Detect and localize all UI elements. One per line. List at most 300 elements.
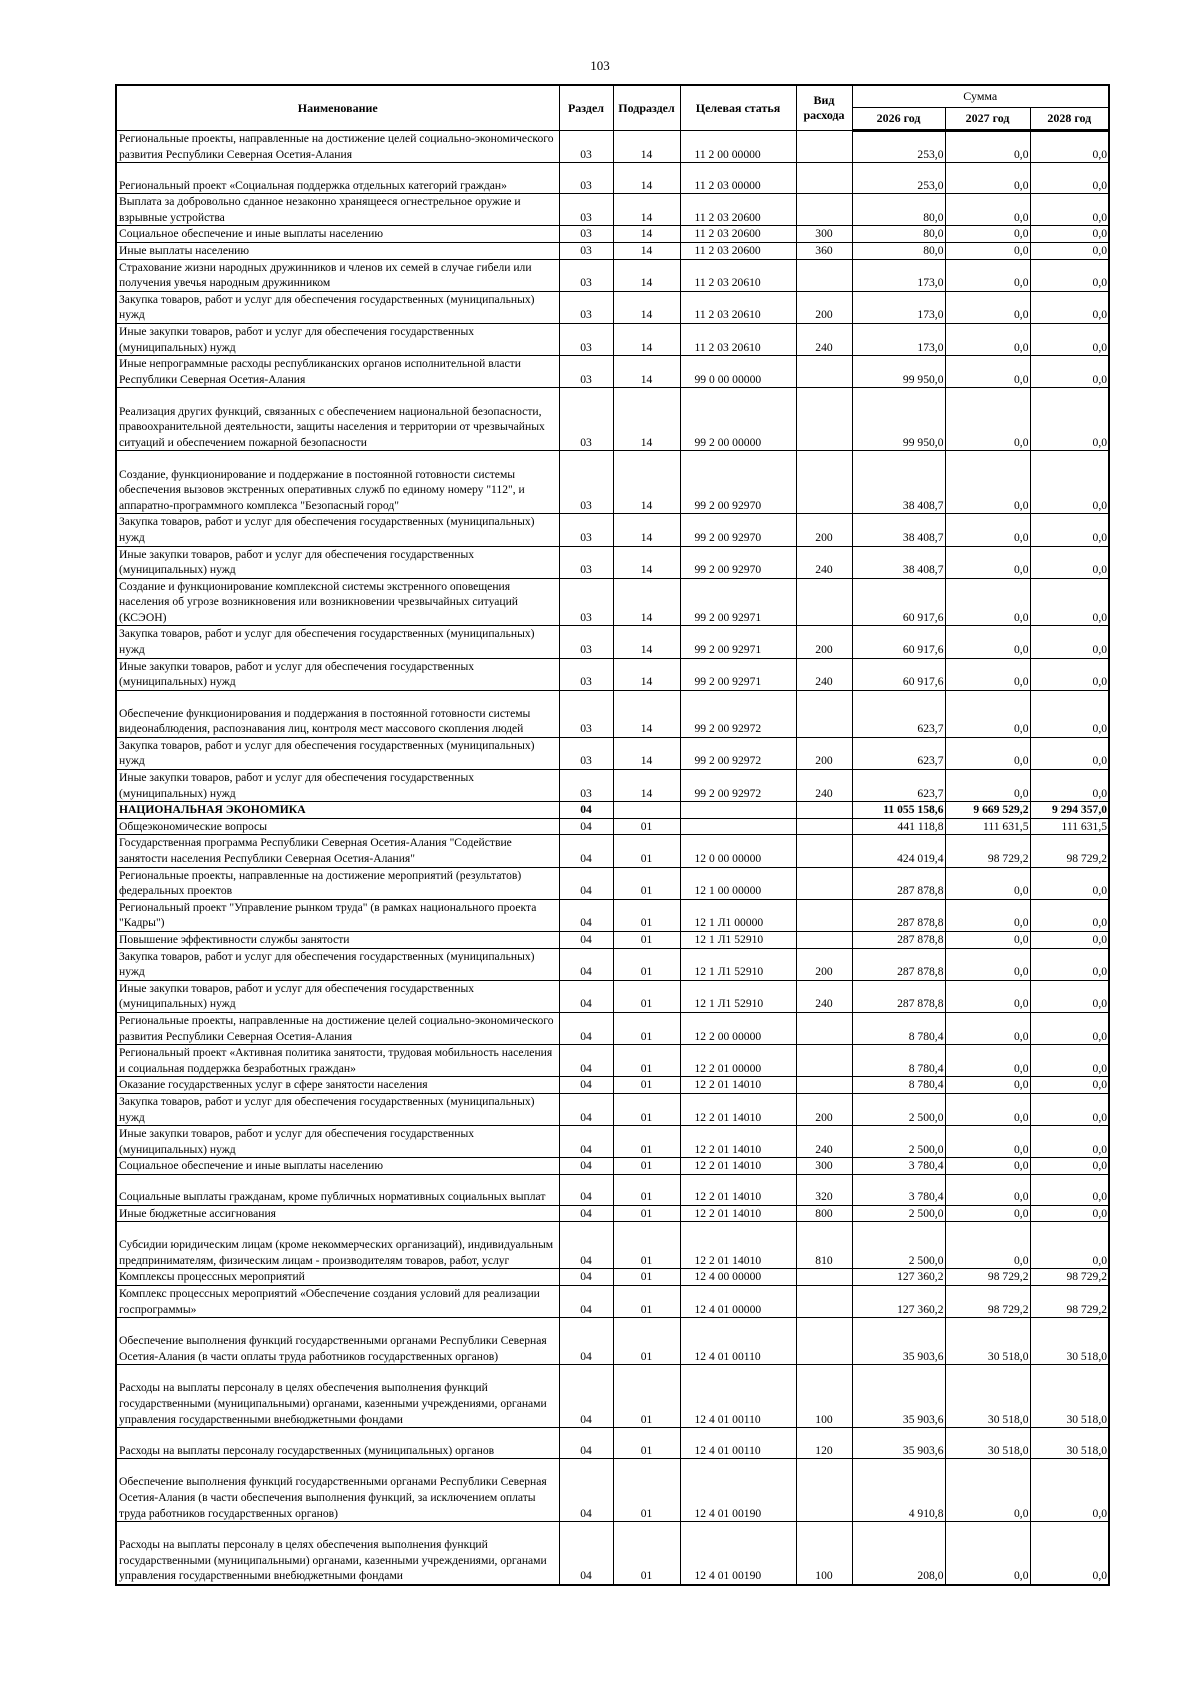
row-sum-2028: 0,0 xyxy=(1030,578,1109,626)
table-row xyxy=(116,388,1109,451)
row-sum-2027: 0,0 xyxy=(945,1093,1030,1125)
row-expense-type xyxy=(796,356,852,388)
row-name: Социальные выплаты гражданам, кроме публичных нормативных социальных выплат xyxy=(116,1174,559,1205)
row-name: Региональный проект «Социальная поддержка отдельных категорий граждан» xyxy=(116,163,559,194)
row-name: Расходы на выплаты персоналу в целях обеспечения выполнения функций государственными (муниципальными) органами, казенными учреждениями, органами управления государственными внебюджетными фондами xyxy=(116,1365,559,1428)
row-podrazdel: 01 xyxy=(613,899,680,931)
row-sum-2027: 0,0 xyxy=(945,1222,1030,1269)
row-sum-2026: 3 780,4 xyxy=(852,1174,945,1205)
row-podrazdel: 01 xyxy=(613,1222,680,1269)
table-row xyxy=(116,1318,1109,1365)
row-sum-2026: 38 408,7 xyxy=(852,546,945,578)
row-name: Иные выплаты населению xyxy=(116,242,559,259)
row-name: Выплата за добровольно сданное незаконно хранящееся огнестрельное оружие и взрывные устройства xyxy=(116,194,559,226)
row-expense-type xyxy=(796,1459,852,1522)
header-year-2026: 2026 год xyxy=(852,108,945,131)
row-podrazdel: 14 xyxy=(613,259,680,291)
row-target-article: 12 4 01 00110 xyxy=(680,1318,796,1365)
row-razdel: 03 xyxy=(559,226,613,243)
table-row xyxy=(116,259,1109,291)
table-row xyxy=(116,835,1109,867)
row-name: Иные непрограммные расходы республиканских органов исполнительной власти Республики Северная Осетия-Алания xyxy=(116,356,559,388)
row-sum-2028: 98 729,2 xyxy=(1030,1269,1109,1286)
row-sum-2028: 0,0 xyxy=(1030,1093,1109,1125)
row-razdel: 03 xyxy=(559,291,613,323)
table-row xyxy=(116,802,1109,819)
row-target-article: 99 2 00 00000 xyxy=(680,388,796,451)
row-sum-2028: 0,0 xyxy=(1030,514,1109,546)
row-target-article: 11 2 03 20600 xyxy=(680,226,796,243)
row-razdel: 04 xyxy=(559,1365,613,1428)
row-target-article: 12 2 01 14010 xyxy=(680,1126,796,1158)
row-target-article: 99 2 00 92971 xyxy=(680,658,796,690)
row-name: Социальное обеспечение и иные выплаты населению xyxy=(116,1158,559,1175)
row-target-article: 11 2 03 00000 xyxy=(680,163,796,194)
row-sum-2028: 98 729,2 xyxy=(1030,835,1109,867)
row-expense-type: 200 xyxy=(796,1093,852,1125)
row-sum-2026: 3 780,4 xyxy=(852,1158,945,1175)
row-razdel: 04 xyxy=(559,1045,613,1077)
row-name: Региональный проект "Управление рынком труда" (в рамках национального проекта "Кадры") xyxy=(116,899,559,931)
row-name: Иные закупки товаров, работ и услуг для обеспечения государственных (муниципальных) нужд xyxy=(116,323,559,355)
row-sum-2026: 8 780,4 xyxy=(852,1045,945,1077)
row-razdel: 04 xyxy=(559,1522,613,1585)
row-sum-2026: 11 055 158,6 xyxy=(852,802,945,819)
table-row xyxy=(116,818,1109,835)
row-razdel: 04 xyxy=(559,1269,613,1286)
row-sum-2027: 0,0 xyxy=(945,1077,1030,1094)
row-razdel: 04 xyxy=(559,931,613,948)
row-sum-2028: 0,0 xyxy=(1030,626,1109,658)
row-razdel: 03 xyxy=(559,356,613,388)
row-expense-type xyxy=(796,1318,852,1365)
row-sum-2028: 0,0 xyxy=(1030,1205,1109,1222)
table-row xyxy=(116,1428,1109,1459)
table-row xyxy=(116,1205,1109,1222)
row-sum-2026: 253,0 xyxy=(852,131,945,163)
row-expense-type xyxy=(796,1045,852,1077)
row-podrazdel: 01 xyxy=(613,1174,680,1205)
row-razdel: 04 xyxy=(559,802,613,819)
row-expense-type: 300 xyxy=(796,226,852,243)
row-sum-2026: 173,0 xyxy=(852,291,945,323)
row-name: Иные закупки товаров, работ и услуг для обеспечения государственных (муниципальных) нужд xyxy=(116,658,559,690)
row-name: Иные закупки товаров, работ и услуг для обеспечения государственных (муниципальных) нужд xyxy=(116,546,559,578)
row-name: Закупка товаров, работ и услуг для обеспечения государственных (муниципальных) нужд xyxy=(116,948,559,980)
row-sum-2027: 0,0 xyxy=(945,1522,1030,1585)
row-razdel: 04 xyxy=(559,1126,613,1158)
row-sum-2026: 287 878,8 xyxy=(852,899,945,931)
row-expense-type: 240 xyxy=(796,658,852,690)
row-sum-2026: 2 500,0 xyxy=(852,1205,945,1222)
row-target-article: 12 2 01 14010 xyxy=(680,1077,796,1094)
row-expense-type: 120 xyxy=(796,1428,852,1459)
row-podrazdel: 14 xyxy=(613,451,680,514)
row-sum-2026: 127 360,2 xyxy=(852,1286,945,1318)
table-row xyxy=(116,626,1109,658)
row-target-article: 12 4 01 00110 xyxy=(680,1428,796,1459)
row-expense-type xyxy=(796,1269,852,1286)
row-sum-2027: 0,0 xyxy=(945,948,1030,980)
row-expense-type: 240 xyxy=(796,546,852,578)
row-sum-2027: 0,0 xyxy=(945,242,1030,259)
table-row xyxy=(116,514,1109,546)
row-podrazdel: 01 xyxy=(613,1093,680,1125)
row-sum-2028: 0,0 xyxy=(1030,1459,1109,1522)
row-sum-2027: 0,0 xyxy=(945,546,1030,578)
row-podrazdel: 01 xyxy=(613,980,680,1012)
row-name: Закупка товаров, работ и услуг для обеспечения государственных (муниципальных) нужд xyxy=(116,291,559,323)
row-sum-2027: 0,0 xyxy=(945,291,1030,323)
row-podrazdel: 14 xyxy=(613,323,680,355)
row-sum-2028: 0,0 xyxy=(1030,194,1109,226)
row-sum-2026: 253,0 xyxy=(852,163,945,194)
row-target-article: 99 2 00 92972 xyxy=(680,690,796,737)
row-razdel: 04 xyxy=(559,948,613,980)
row-podrazdel: 01 xyxy=(613,1077,680,1094)
row-expense-type xyxy=(796,802,852,819)
table-row xyxy=(116,1158,1109,1175)
row-target-article: 99 2 00 92972 xyxy=(680,770,796,802)
row-expense-type xyxy=(796,835,852,867)
row-sum-2027: 0,0 xyxy=(945,1174,1030,1205)
row-razdel: 04 xyxy=(559,1077,613,1094)
row-target-article: 12 2 01 14010 xyxy=(680,1222,796,1269)
row-sum-2027: 98 729,2 xyxy=(945,1269,1030,1286)
table-row xyxy=(116,242,1109,259)
row-name: Иные закупки товаров, работ и услуг для обеспечения государственных (муниципальных) нужд xyxy=(116,1126,559,1158)
row-name: Иные закупки товаров, работ и услуг для обеспечения государственных (муниципальных) нужд xyxy=(116,980,559,1012)
row-name: Иные закупки товаров, работ и услуг для обеспечения государственных (муниципальных) нужд xyxy=(116,770,559,802)
row-target-article: 12 4 01 00110 xyxy=(680,1365,796,1428)
row-podrazdel: 14 xyxy=(613,658,680,690)
row-target-article: 12 4 01 00190 xyxy=(680,1459,796,1522)
table-row xyxy=(116,291,1109,323)
row-sum-2028: 0,0 xyxy=(1030,980,1109,1012)
table-row xyxy=(116,948,1109,980)
table-row xyxy=(116,1174,1109,1205)
row-expense-type xyxy=(796,931,852,948)
row-target-article: 12 2 00 00000 xyxy=(680,1012,796,1044)
row-sum-2028: 0,0 xyxy=(1030,131,1109,163)
row-sum-2027: 0,0 xyxy=(945,514,1030,546)
table-row xyxy=(116,546,1109,578)
row-sum-2027: 0,0 xyxy=(945,194,1030,226)
row-razdel: 03 xyxy=(559,514,613,546)
row-podrazdel: 14 xyxy=(613,578,680,626)
table-row xyxy=(116,1286,1109,1318)
row-sum-2028: 9 294 357,0 xyxy=(1030,802,1109,819)
row-sum-2027: 0,0 xyxy=(945,770,1030,802)
row-razdel: 04 xyxy=(559,1012,613,1044)
row-sum-2026: 287 878,8 xyxy=(852,931,945,948)
row-sum-2026: 99 950,0 xyxy=(852,356,945,388)
row-expense-type: 100 xyxy=(796,1365,852,1428)
budget-table xyxy=(115,84,1110,1586)
row-podrazdel: 01 xyxy=(613,1318,680,1365)
row-target-article: 12 4 00 00000 xyxy=(680,1269,796,1286)
table-body xyxy=(116,131,1109,1585)
row-sum-2026: 8 780,4 xyxy=(852,1077,945,1094)
row-razdel: 04 xyxy=(559,1158,613,1175)
row-expense-type: 200 xyxy=(796,291,852,323)
row-expense-type: 360 xyxy=(796,242,852,259)
row-sum-2028: 0,0 xyxy=(1030,1522,1109,1585)
row-sum-2026: 80,0 xyxy=(852,194,945,226)
row-sum-2027: 0,0 xyxy=(945,451,1030,514)
row-name: Обеспечение выполнения функций государственными органами Республики Северная Осетия-Алания (в части обеспечения выполнения функций, за исключением оплаты труда работников государственных органов) xyxy=(116,1459,559,1522)
row-expense-type xyxy=(796,899,852,931)
row-podrazdel: 14 xyxy=(613,242,680,259)
row-name: Оказание государственных услуг в сфере занятости населения xyxy=(116,1077,559,1094)
table-row xyxy=(116,658,1109,690)
row-sum-2026: 38 408,7 xyxy=(852,451,945,514)
row-podrazdel: 14 xyxy=(613,226,680,243)
row-expense-type xyxy=(796,388,852,451)
row-razdel: 03 xyxy=(559,259,613,291)
row-target-article: 12 2 01 14010 xyxy=(680,1205,796,1222)
row-sum-2028: 0,0 xyxy=(1030,1012,1109,1044)
header-podrazdel: Подраздел xyxy=(613,85,680,131)
row-sum-2027: 0,0 xyxy=(945,323,1030,355)
row-razdel: 03 xyxy=(559,242,613,259)
table-row xyxy=(116,931,1109,948)
row-sum-2027: 0,0 xyxy=(945,1459,1030,1522)
row-name: НАЦИОНАЛЬНАЯ ЭКОНОМИКА xyxy=(116,802,559,819)
row-name: Комплекс процессных мероприятий «Обеспечение создания условий для реализации госпрограммы» xyxy=(116,1286,559,1318)
row-name: Комплексы процессных мероприятий xyxy=(116,1269,559,1286)
row-sum-2028: 0,0 xyxy=(1030,770,1109,802)
row-sum-2026: 623,7 xyxy=(852,690,945,737)
row-podrazdel: 01 xyxy=(613,867,680,899)
row-expense-type xyxy=(796,1286,852,1318)
row-target-article: 99 2 00 92971 xyxy=(680,578,796,626)
row-target-article: 11 2 03 20610 xyxy=(680,259,796,291)
row-razdel: 04 xyxy=(559,899,613,931)
row-target-article: 99 2 00 92970 xyxy=(680,451,796,514)
row-sum-2027: 0,0 xyxy=(945,259,1030,291)
row-expense-type xyxy=(796,451,852,514)
row-target-article: 99 2 00 92970 xyxy=(680,546,796,578)
row-razdel: 03 xyxy=(559,451,613,514)
row-podrazdel: 14 xyxy=(613,514,680,546)
row-razdel: 04 xyxy=(559,835,613,867)
row-target-article: 12 1 Л1 52910 xyxy=(680,948,796,980)
row-sum-2026: 287 878,8 xyxy=(852,948,945,980)
row-sum-2028: 0,0 xyxy=(1030,451,1109,514)
row-expense-type xyxy=(796,131,852,163)
row-sum-2028: 0,0 xyxy=(1030,291,1109,323)
row-target-article: 12 1 Л1 52910 xyxy=(680,931,796,948)
row-sum-2026: 60 917,6 xyxy=(852,578,945,626)
row-expense-type: 100 xyxy=(796,1522,852,1585)
row-podrazdel: 14 xyxy=(613,388,680,451)
header-name: Наименование xyxy=(116,85,559,131)
row-sum-2028: 0,0 xyxy=(1030,867,1109,899)
row-sum-2027: 111 631,5 xyxy=(945,818,1030,835)
row-name: Закупка товаров, работ и услуг для обеспечения государственных (муниципальных) нужд xyxy=(116,626,559,658)
row-sum-2028: 0,0 xyxy=(1030,259,1109,291)
row-razdel: 04 xyxy=(559,818,613,835)
row-expense-type xyxy=(796,867,852,899)
row-razdel: 03 xyxy=(559,194,613,226)
row-sum-2027: 0,0 xyxy=(945,867,1030,899)
row-name: Обеспечение функционирования и поддержания в постоянной готовности системы видеонаблюдения, распознавания лиц, контроля мест массового скопления людей xyxy=(116,690,559,737)
row-expense-type: 200 xyxy=(796,626,852,658)
header-summa: Сумма xyxy=(852,85,1109,108)
table-row xyxy=(116,1093,1109,1125)
row-name: Региональный проект «Активная политика занятости, трудовая мобильность населения и социальная поддержка безработных граждан» xyxy=(116,1045,559,1077)
row-sum-2026: 208,0 xyxy=(852,1522,945,1585)
row-sum-2026: 60 917,6 xyxy=(852,626,945,658)
row-sum-2026: 2 500,0 xyxy=(852,1126,945,1158)
row-expense-type xyxy=(796,1077,852,1094)
row-expense-type xyxy=(796,818,852,835)
row-razdel: 04 xyxy=(559,867,613,899)
row-sum-2028: 30 518,0 xyxy=(1030,1428,1109,1459)
row-sum-2027: 98 729,2 xyxy=(945,1286,1030,1318)
row-sum-2028: 0,0 xyxy=(1030,388,1109,451)
row-razdel: 03 xyxy=(559,626,613,658)
table-row xyxy=(116,194,1109,226)
row-sum-2028: 0,0 xyxy=(1030,242,1109,259)
header-target-article: Целевая статья xyxy=(680,85,796,131)
table-row xyxy=(116,356,1109,388)
row-expense-type xyxy=(796,1012,852,1044)
row-sum-2027: 0,0 xyxy=(945,626,1030,658)
table-row xyxy=(116,1077,1109,1094)
row-expense-type: 800 xyxy=(796,1205,852,1222)
row-name: Региональные проекты, направленные на достижение мероприятий (результатов) федеральных проектов xyxy=(116,867,559,899)
row-expense-type xyxy=(796,578,852,626)
row-sum-2028: 0,0 xyxy=(1030,226,1109,243)
row-sum-2028: 30 518,0 xyxy=(1030,1318,1109,1365)
row-sum-2028: 0,0 xyxy=(1030,1077,1109,1094)
row-sum-2028: 0,0 xyxy=(1030,690,1109,737)
row-target-article: 11 2 00 00000 xyxy=(680,131,796,163)
row-name: Региональные проекты, направленные на достижение целей социально-экономического развития Республики Северная Осетия-Алания xyxy=(116,1012,559,1044)
row-sum-2026: 80,0 xyxy=(852,226,945,243)
row-target-article: 11 2 03 20600 xyxy=(680,242,796,259)
row-podrazdel: 01 xyxy=(613,835,680,867)
header-razdel: Раздел xyxy=(559,85,613,131)
row-expense-type: 240 xyxy=(796,323,852,355)
row-razdel: 03 xyxy=(559,388,613,451)
row-sum-2026: 441 118,8 xyxy=(852,818,945,835)
row-name: Создание, функционирование и поддержание в постоянной готовности системы обеспечения вызовов экстренных оперативных служб по единому номеру "112", и аппаратно-программного комплекса "Безопасный город" xyxy=(116,451,559,514)
row-razdel: 03 xyxy=(559,658,613,690)
row-sum-2027: 0,0 xyxy=(945,131,1030,163)
row-podrazdel: 01 xyxy=(613,1158,680,1175)
row-sum-2027: 30 518,0 xyxy=(945,1365,1030,1428)
row-target-article: 12 2 01 14010 xyxy=(680,1093,796,1125)
row-razdel: 03 xyxy=(559,578,613,626)
table-row xyxy=(116,899,1109,931)
row-razdel: 04 xyxy=(559,980,613,1012)
row-target-article: 11 2 03 20600 xyxy=(680,194,796,226)
table-row xyxy=(116,770,1109,802)
row-expense-type xyxy=(796,259,852,291)
row-target-article: 12 1 Л1 52910 xyxy=(680,980,796,1012)
row-name: Закупка товаров, работ и услуг для обеспечения государственных (муниципальных) нужд xyxy=(116,514,559,546)
row-razdel: 04 xyxy=(559,1174,613,1205)
row-razdel: 04 xyxy=(559,1205,613,1222)
row-sum-2027: 0,0 xyxy=(945,1126,1030,1158)
row-podrazdel: 14 xyxy=(613,770,680,802)
row-name: Общеэкономические вопросы xyxy=(116,818,559,835)
row-expense-type: 300 xyxy=(796,1158,852,1175)
row-expense-type: 320 xyxy=(796,1174,852,1205)
row-name: Социальное обеспечение и иные выплаты населению xyxy=(116,226,559,243)
row-podrazdel: 01 xyxy=(613,1286,680,1318)
row-razdel: 04 xyxy=(559,1428,613,1459)
row-podrazdel: 01 xyxy=(613,1269,680,1286)
row-sum-2028: 0,0 xyxy=(1030,1222,1109,1269)
header-year-2027: 2027 год xyxy=(945,108,1030,131)
row-podrazdel: 01 xyxy=(613,948,680,980)
row-sum-2027: 0,0 xyxy=(945,356,1030,388)
row-sum-2027: 98 729,2 xyxy=(945,835,1030,867)
row-name: Иные бюджетные ассигнования xyxy=(116,1205,559,1222)
row-target-article: 99 2 00 92970 xyxy=(680,514,796,546)
row-sum-2028: 0,0 xyxy=(1030,163,1109,194)
row-sum-2028: 0,0 xyxy=(1030,1174,1109,1205)
row-podrazdel: 14 xyxy=(613,737,680,769)
row-target-article xyxy=(680,818,796,835)
row-razdel: 04 xyxy=(559,1286,613,1318)
table-row xyxy=(116,1459,1109,1522)
row-target-article: 99 0 00 00000 xyxy=(680,356,796,388)
row-sum-2028: 0,0 xyxy=(1030,658,1109,690)
row-name: Расходы на выплаты персоналу государственных (муниципальных) органов xyxy=(116,1428,559,1459)
row-podrazdel: 01 xyxy=(613,931,680,948)
row-sum-2027: 0,0 xyxy=(945,1158,1030,1175)
row-podrazdel: 01 xyxy=(613,1365,680,1428)
row-sum-2026: 173,0 xyxy=(852,323,945,355)
table-row xyxy=(116,1045,1109,1077)
table-row xyxy=(116,1365,1109,1428)
row-expense-type: 240 xyxy=(796,980,852,1012)
row-sum-2028: 0,0 xyxy=(1030,948,1109,980)
table-row xyxy=(116,1126,1109,1158)
table-row xyxy=(116,1269,1109,1286)
table-row xyxy=(116,131,1109,163)
row-podrazdel: 14 xyxy=(613,163,680,194)
row-sum-2028: 0,0 xyxy=(1030,1158,1109,1175)
row-sum-2027: 30 518,0 xyxy=(945,1428,1030,1459)
row-razdel: 04 xyxy=(559,1318,613,1365)
row-name: Страхование жизни народных дружинников и членов их семей в случае гибели или получения увечья народным дружинником xyxy=(116,259,559,291)
row-name: Повышение эффективности службы занятости xyxy=(116,931,559,948)
table-row xyxy=(116,1222,1109,1269)
row-podrazdel: 01 xyxy=(613,1205,680,1222)
row-sum-2027: 9 669 529,2 xyxy=(945,802,1030,819)
row-name: Закупка товаров, работ и услуг для обеспечения государственных (муниципальных) нужд xyxy=(116,1093,559,1125)
row-sum-2026: 2 500,0 xyxy=(852,1222,945,1269)
row-sum-2028: 0,0 xyxy=(1030,1045,1109,1077)
row-sum-2026: 8 780,4 xyxy=(852,1012,945,1044)
row-sum-2027: 0,0 xyxy=(945,931,1030,948)
row-razdel: 04 xyxy=(559,1459,613,1522)
row-sum-2026: 99 950,0 xyxy=(852,388,945,451)
row-sum-2027: 0,0 xyxy=(945,163,1030,194)
row-target-article: 11 2 03 20610 xyxy=(680,323,796,355)
row-target-article: 12 2 01 00000 xyxy=(680,1045,796,1077)
row-target-article: 12 0 00 00000 xyxy=(680,835,796,867)
row-sum-2026: 35 903,6 xyxy=(852,1365,945,1428)
table-row xyxy=(116,980,1109,1012)
row-name: Реализация других функций, связанных с обеспечением национальной безопасности, правоохранительной деятельности, защиты населения и территории от чрезвычайных ситуаций и обеспечением пожарной безопасности xyxy=(116,388,559,451)
